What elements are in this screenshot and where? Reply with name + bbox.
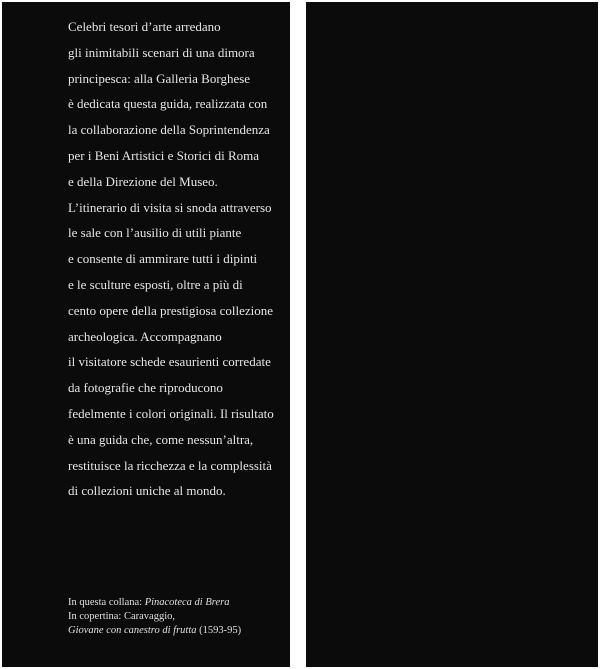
- text-line: L’itinerario di visita si snoda attraverso: [68, 199, 272, 215]
- text-line: archeologica. Accompagnano: [68, 328, 222, 344]
- text-line: di collezioni uniche al mondo.: [68, 483, 226, 499]
- text-line: fedelmente i colori originali. Il risultato: [68, 405, 274, 421]
- text-line: per i Beni Artistici e Storici di Roma: [68, 147, 260, 163]
- cover-date: (1593-95): [196, 624, 242, 636]
- text-line: cento opere della prestigiosa collezione: [68, 302, 274, 318]
- text-line: è una guida che, come nessun’altra,: [68, 431, 254, 447]
- description-text: [68, 14, 283, 504]
- text-line: principesca: alla Galleria Borghese: [68, 70, 251, 86]
- series-title: Pinacoteca di Brera: [144, 597, 230, 608]
- text-line: la collaborazione della Soprintendenza: [68, 122, 270, 138]
- text-line: il visitatore schede esaurienti corredate: [68, 354, 271, 370]
- text-line: e consente di ammirare tutti i dipinti: [68, 251, 258, 267]
- dark-panel: [306, 2, 598, 667]
- text-line: Celebri tesori d’arte arredano: [68, 19, 221, 34]
- cover-credits: [68, 596, 286, 637]
- text-line: e della Direzione del Museo.: [68, 173, 218, 189]
- text-line: le sale con l’ausilio di utili piante: [68, 225, 242, 241]
- text-line: da fotografie che riproducono: [68, 380, 223, 396]
- cover-label: In copertina: Caravaggio,: [68, 610, 175, 622]
- series-label: In questa collana:: [68, 597, 145, 608]
- text-line: e le sculture esposti, oltre a più di: [68, 276, 243, 292]
- text-line: restituisce la ricchezza e la complessità: [68, 457, 272, 473]
- cover-title: Giovane con canestro di frutta: [68, 624, 197, 636]
- series-line: [68, 596, 286, 610]
- text-line: gli inimitabili scenari di una dimora: [68, 44, 255, 60]
- text-line: è dedicata questa guida, realizzata con: [68, 96, 268, 112]
- cover-artwork-line: [68, 624, 286, 638]
